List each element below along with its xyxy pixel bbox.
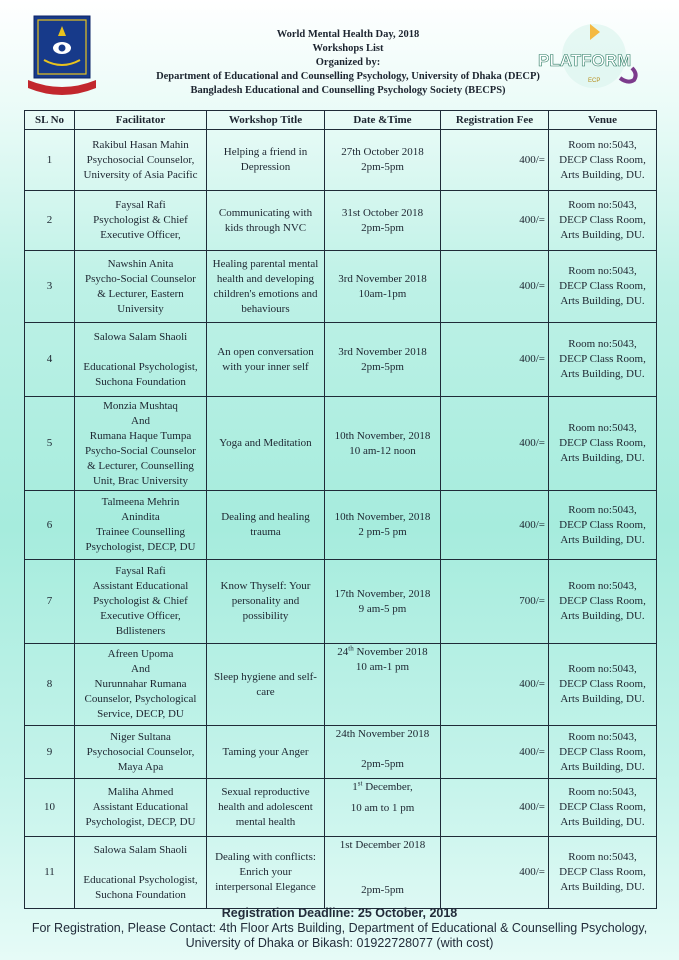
facilitator-line: Unit, Brac University bbox=[92, 474, 188, 487]
date-time-line: 9 am-5 pm bbox=[358, 602, 407, 615]
facilitator-cell bbox=[75, 726, 207, 779]
registration-fee: 400/= bbox=[519, 678, 545, 690]
date-time-line: 31st October 2018 bbox=[341, 206, 424, 219]
date-time-line: 2pm-5pm bbox=[361, 360, 404, 373]
time-line: 10 am to 1 pm bbox=[350, 802, 415, 814]
date-time-line: 10 am-12 noon bbox=[349, 444, 416, 457]
date-time-line: 10th November, 2018 bbox=[334, 429, 431, 442]
registration-fee-cell bbox=[441, 560, 549, 644]
table-row bbox=[25, 130, 657, 191]
platform-logo-text: PLATFORM bbox=[538, 51, 632, 70]
row-sl-number: 7 bbox=[46, 595, 53, 607]
date-time-cell bbox=[325, 779, 441, 837]
facilitator-line: Niger Sultana bbox=[110, 730, 171, 743]
date-time-cell bbox=[325, 491, 441, 560]
row-sl-number: 1 bbox=[46, 153, 53, 166]
facilitator-line: Faysal Rafi bbox=[115, 565, 166, 577]
venue-line: DECP Class Room, bbox=[559, 678, 646, 690]
facilitator-line: Psychologist & Chief bbox=[93, 595, 188, 607]
workshop-title-line: Depression bbox=[240, 161, 291, 173]
facilitator-line: Maya Apa bbox=[117, 760, 164, 773]
registration-fee: 400/= bbox=[519, 353, 545, 365]
facilitator-line: Suchona Foundation bbox=[95, 375, 186, 388]
date-time-line: 3rd November 2018 bbox=[338, 345, 427, 358]
facilitator-line: Salowa Salam Shaoli bbox=[93, 330, 188, 343]
footer bbox=[0, 906, 679, 951]
registration-fee: 400/= bbox=[519, 745, 545, 758]
workshop-title-cell bbox=[207, 491, 325, 560]
date-rest: November 2018 bbox=[353, 646, 428, 658]
venue-cell bbox=[549, 491, 657, 560]
facilitator-line: Rumana Haque Tumpa bbox=[89, 429, 192, 442]
facilitator-line: Maliha Ahmed bbox=[107, 786, 174, 798]
facilitator-line: Nawshin Anita bbox=[107, 257, 174, 270]
facilitator-line bbox=[78, 858, 203, 873]
workshop-title-cell bbox=[207, 726, 325, 779]
facilitator-line: Executive Officer, bbox=[100, 229, 181, 241]
date-time-line bbox=[328, 868, 437, 883]
date-time-line bbox=[328, 853, 437, 868]
row-sl-cell bbox=[25, 560, 75, 644]
contact-line-1: For Registration, Please Contact: 4th Floor Arts Building, Department of Educational & Counselling Psychology, bbox=[31, 921, 648, 935]
venue-cell bbox=[549, 397, 657, 491]
facilitator-line: Assistant Educational bbox=[92, 801, 189, 813]
venue-line: Room no:5043, bbox=[568, 786, 637, 798]
row-sl-number: 4 bbox=[46, 353, 53, 365]
table-row bbox=[25, 726, 657, 779]
venue-line: DECP Class Room, bbox=[559, 437, 646, 449]
workshop-title-line: personality and bbox=[231, 595, 300, 607]
venue-cell bbox=[549, 251, 657, 323]
workshop-title-cell bbox=[207, 644, 325, 726]
university-logo bbox=[26, 14, 98, 98]
table-row bbox=[25, 779, 657, 837]
facilitator-line: Psychologist & Chief bbox=[93, 214, 188, 226]
col-header-sl: SL No bbox=[25, 111, 75, 130]
date-time-line bbox=[328, 742, 437, 757]
venue-line: DECP Class Room, bbox=[559, 280, 646, 292]
workshop-title-line: possibility bbox=[242, 610, 289, 622]
registration-fee-cell bbox=[441, 491, 549, 560]
venue-line: DECP Class Room, bbox=[559, 214, 646, 226]
venue-line: Arts Building, DU. bbox=[560, 168, 645, 181]
workshop-title-cell bbox=[207, 837, 325, 909]
venue-line: Arts Building, DU. bbox=[560, 760, 645, 773]
workshop-title-line: Yoga and Meditation bbox=[219, 437, 312, 449]
date-time-line: 27th October 2018 bbox=[341, 146, 424, 158]
row-sl-cell bbox=[25, 837, 75, 909]
date-time-cell bbox=[325, 191, 441, 251]
workshop-title-line: children's emotions and bbox=[213, 287, 318, 300]
workshop-title-cell bbox=[207, 130, 325, 191]
table-row bbox=[25, 644, 657, 726]
row-sl-cell bbox=[25, 130, 75, 191]
venue-line: Arts Building, DU. bbox=[560, 368, 645, 380]
facilitator-line: And bbox=[131, 663, 150, 675]
venue-line: Arts Building, DU. bbox=[560, 610, 645, 622]
workshop-title-line: health and adolescent bbox=[218, 801, 313, 813]
facilitator-cell bbox=[75, 644, 207, 726]
facilitator-line: Executive Officer, bbox=[100, 610, 181, 622]
workshop-title-line: Sexual reproductive bbox=[221, 786, 310, 798]
row-sl-cell bbox=[25, 491, 75, 560]
facilitator-line: Psychosocial Counselor, bbox=[86, 745, 195, 758]
workshop-title-cell bbox=[207, 251, 325, 323]
list-title: Workshops List bbox=[312, 43, 384, 54]
venue-line: DECP Class Room, bbox=[559, 153, 646, 166]
facilitator-line: University bbox=[117, 302, 164, 315]
col-header-fee: Registration Fee bbox=[441, 111, 549, 130]
registration-fee: 400/= bbox=[519, 518, 545, 531]
facilitator-cell bbox=[75, 191, 207, 251]
row-sl-number: 3 bbox=[46, 280, 53, 292]
venue-line: Room no:5043, bbox=[568, 338, 637, 350]
facilitator-line: Bdlisteners bbox=[115, 625, 166, 637]
facilitator-line: Afreen Upoma bbox=[107, 648, 174, 660]
facilitator-cell bbox=[75, 837, 207, 909]
date-time-cell bbox=[325, 560, 441, 644]
registration-fee: 400/= bbox=[519, 866, 545, 878]
facilitator-cell bbox=[75, 323, 207, 397]
registration-fee-cell bbox=[441, 779, 549, 837]
venue-line: Arts Building, DU. bbox=[560, 881, 645, 893]
venue-line: Room no:5043, bbox=[568, 265, 637, 277]
col-header-venue: Venue bbox=[549, 111, 657, 130]
workshop-title-line: Communicating with bbox=[218, 206, 313, 219]
table-row bbox=[25, 323, 657, 397]
workshop-title-line: kids through NVC bbox=[224, 221, 307, 234]
workshop-title-cell bbox=[207, 191, 325, 251]
date-time-line: 10am-1pm bbox=[358, 287, 407, 300]
row-sl-cell bbox=[25, 397, 75, 491]
registration-fee: 400/= bbox=[519, 153, 545, 166]
facilitator-cell bbox=[75, 397, 207, 491]
facilitator-line: Psychosocial Counselor, bbox=[86, 153, 195, 166]
workshop-title-line: Dealing and healing bbox=[221, 511, 310, 523]
date-time-line: 1st December 2018 bbox=[339, 839, 426, 851]
workshop-title-line: Taming your Anger bbox=[222, 745, 309, 758]
date-time-line: 24th November 2018 bbox=[335, 728, 430, 740]
facilitator-cell bbox=[75, 779, 207, 837]
facilitator-line: Psycho-Social Counselor bbox=[85, 444, 196, 457]
registration-deadline: Registration Deadline: 25 October, 2018 bbox=[221, 906, 458, 920]
facilitator-line: Nurunnahar Rumana bbox=[94, 678, 187, 690]
facilitator-line bbox=[78, 345, 203, 360]
venue-line: Room no:5043, bbox=[568, 503, 637, 516]
date-time-line: 3rd November 2018 bbox=[338, 272, 427, 285]
venue-line: DECP Class Room, bbox=[559, 801, 646, 813]
workshop-title-line: Enrich your bbox=[239, 866, 292, 878]
venue-line: DECP Class Room, bbox=[559, 353, 646, 365]
facilitator-line: Faysal Rafi bbox=[115, 199, 166, 211]
date-day: 24 bbox=[337, 646, 349, 658]
venue-cell bbox=[549, 130, 657, 191]
table-row bbox=[25, 837, 657, 909]
date-time-cell bbox=[325, 130, 441, 191]
facilitator-line: Monzia Mushtaq bbox=[103, 399, 178, 412]
facilitator-line: & Lecturer, Eastern bbox=[97, 287, 184, 300]
row-sl-number: 6 bbox=[46, 518, 53, 531]
registration-fee: 400/= bbox=[519, 214, 545, 226]
date-time-line: 2 pm-5 pm bbox=[358, 526, 407, 538]
venue-cell bbox=[549, 644, 657, 726]
organizer-1: Department of Educational and Counselling Psychology, University of Dhaka (DECP) bbox=[156, 71, 540, 82]
platform-logo-sub: ECP bbox=[588, 78, 601, 84]
venue-line: Room no:5043, bbox=[568, 730, 637, 743]
venue-cell bbox=[549, 837, 657, 909]
row-sl-cell bbox=[25, 644, 75, 726]
date-rest: December, bbox=[362, 781, 413, 793]
organized-by-label: Organized by: bbox=[315, 57, 381, 68]
row-sl-cell bbox=[25, 191, 75, 251]
col-header-title: Workshop Title bbox=[207, 111, 325, 130]
row-sl-number: 5 bbox=[46, 437, 53, 449]
registration-fee-cell bbox=[441, 251, 549, 323]
workshop-title-line: behaviours bbox=[241, 302, 290, 315]
date-time-cell bbox=[325, 323, 441, 397]
row-sl-cell bbox=[25, 726, 75, 779]
row-sl-number: 11 bbox=[44, 866, 55, 878]
date-line bbox=[328, 780, 437, 795]
registration-fee-cell bbox=[441, 397, 549, 491]
row-sl-cell bbox=[25, 779, 75, 837]
date-day: 1 bbox=[352, 781, 358, 793]
registration-fee-cell bbox=[441, 130, 549, 191]
venue-line: Room no:5043, bbox=[568, 422, 637, 434]
date-time-cell bbox=[325, 837, 441, 909]
venue-line: Room no:5043, bbox=[568, 199, 637, 211]
date-time-cell bbox=[325, 726, 441, 779]
event-title: World Mental Health Day, 2018 bbox=[276, 29, 420, 40]
registration-fee-cell bbox=[441, 644, 549, 726]
facilitator-line: Assistant Educational bbox=[92, 580, 189, 592]
row-sl-number: 2 bbox=[46, 214, 53, 226]
facilitator-line: And bbox=[131, 414, 150, 427]
venue-cell bbox=[549, 323, 657, 397]
workshop-title-line: An open conversation bbox=[217, 345, 314, 358]
row-sl-number: 10 bbox=[44, 801, 55, 813]
time-line: 10 am-1 pm bbox=[355, 661, 410, 673]
workshop-title-line: trauma bbox=[250, 526, 281, 538]
venue-cell bbox=[549, 779, 657, 837]
venue-line: DECP Class Room, bbox=[559, 866, 646, 878]
venue-cell bbox=[549, 726, 657, 779]
workshop-title-line: mental health bbox=[235, 816, 296, 828]
date-time-line: 2pm-5pm bbox=[361, 161, 404, 173]
workshop-title-line: Know Thyself: Your bbox=[220, 580, 311, 592]
date-ordinal: th bbox=[348, 644, 354, 653]
col-header-facilitator: Facilitator bbox=[75, 111, 207, 130]
workshop-title-line: health and developing bbox=[216, 272, 315, 285]
venue-line: Arts Building, DU. bbox=[560, 816, 645, 828]
venue-cell bbox=[549, 560, 657, 644]
date-time-line: 2pm-5pm bbox=[361, 758, 404, 770]
registration-fee: 400/= bbox=[519, 280, 545, 292]
workshop-title-line: Healing parental mental bbox=[212, 257, 319, 270]
col-header-date: Date &Time bbox=[325, 111, 441, 130]
facilitator-cell bbox=[75, 251, 207, 323]
facilitator-cell bbox=[75, 560, 207, 644]
date-time-line: 10th November, 2018 bbox=[334, 511, 431, 523]
registration-fee-cell bbox=[441, 837, 549, 909]
workshops-table bbox=[24, 110, 657, 909]
table-row bbox=[25, 251, 657, 323]
table-row bbox=[25, 191, 657, 251]
facilitator-line: Salowa Salam Shaoli bbox=[93, 843, 188, 856]
contact-line-2: University of Dhaka or Bikash: 01922728077 (with cost) bbox=[185, 936, 494, 950]
facilitator-line: Suchona Foundation bbox=[95, 888, 186, 901]
workshop-title-cell bbox=[207, 323, 325, 397]
venue-line: DECP Class Room, bbox=[559, 595, 646, 607]
organizer-2: Bangladesh Educational and Counselling Psychology Society (BECPS) bbox=[190, 85, 506, 96]
facilitator-line: & Lecturer, Counselling bbox=[87, 459, 194, 472]
venue-line: Room no:5043, bbox=[568, 851, 637, 863]
venue-line: DECP Class Room, bbox=[559, 745, 646, 758]
date-ordinal: st bbox=[357, 779, 363, 788]
registration-fee-cell bbox=[441, 191, 549, 251]
table-row bbox=[25, 491, 657, 560]
date-time-cell bbox=[325, 251, 441, 323]
row-sl-cell bbox=[25, 323, 75, 397]
table-row bbox=[25, 397, 657, 491]
date-line bbox=[328, 645, 437, 660]
workshop-title-cell bbox=[207, 560, 325, 644]
registration-fee-cell bbox=[441, 323, 549, 397]
date-time-line: 17th November, 2018 bbox=[334, 587, 431, 600]
row-sl-number: 9 bbox=[46, 745, 53, 758]
table-header-row bbox=[25, 111, 657, 130]
facilitator-cell bbox=[75, 491, 207, 560]
venue-line: Arts Building, DU. bbox=[560, 229, 645, 241]
row-sl-cell bbox=[25, 251, 75, 323]
facilitator-line: Psycho-Social Counselor bbox=[85, 272, 196, 285]
venue-line: Arts Building, DU. bbox=[560, 693, 645, 705]
workshop-title-cell bbox=[207, 779, 325, 837]
registration-fee-cell bbox=[441, 726, 549, 779]
facilitator-line: Service, DECP, DU bbox=[97, 708, 184, 720]
facilitator-line: Counselor, Psychological bbox=[84, 693, 197, 705]
venue-line: Arts Building, DU. bbox=[560, 295, 645, 307]
venue-line: Arts Building, DU. bbox=[560, 533, 645, 546]
registration-fee: 400/= bbox=[519, 437, 545, 449]
facilitator-line: Talmeena Mehrin bbox=[101, 496, 180, 508]
workshop-title-line: interpersonal Elegance bbox=[215, 881, 316, 893]
date-time-line: 2pm-5pm bbox=[361, 221, 404, 234]
venue-line: Room no:5043, bbox=[568, 580, 637, 592]
workshop-title-line: Sleep hygiene and self- bbox=[214, 670, 317, 683]
venue-line: Room no:5043, bbox=[568, 663, 637, 675]
facilitator-line: Rakibul Hasan Mahin bbox=[92, 138, 189, 151]
document-header bbox=[118, 28, 578, 98]
venue-cell bbox=[549, 191, 657, 251]
venue-line: DECP Class Room, bbox=[559, 518, 646, 531]
workshop-title-cell bbox=[207, 397, 325, 491]
facilitator-cell bbox=[75, 130, 207, 191]
table-row bbox=[25, 560, 657, 644]
workshop-title-line: care bbox=[256, 685, 275, 698]
row-sl-number: 8 bbox=[46, 678, 53, 690]
facilitator-line: Anindita bbox=[121, 511, 160, 523]
facilitator-line: Trainee Counselling bbox=[95, 526, 186, 538]
facilitator-line: Educational Psychologist, bbox=[83, 360, 198, 373]
venue-line: Room no:5043, bbox=[568, 138, 637, 151]
facilitator-line: Psychologist, DECP, DU bbox=[85, 541, 196, 553]
workshop-title-line: with your inner self bbox=[222, 360, 309, 373]
date-time-cell bbox=[325, 397, 441, 491]
date-time-line: 2pm-5pm bbox=[361, 884, 404, 896]
facilitator-line: Psychologist, DECP, DU bbox=[85, 816, 196, 828]
venue-line: Arts Building, DU. bbox=[560, 452, 645, 464]
facilitator-line: Educational Psychologist, bbox=[83, 873, 198, 886]
workshop-title-line: Helping a friend in bbox=[223, 146, 308, 158]
registration-fee: 400/= bbox=[519, 801, 545, 813]
workshop-title-line: Dealing with conflicts: bbox=[215, 851, 316, 863]
facilitator-line: University of Asia Pacific bbox=[83, 168, 198, 181]
date-time-cell bbox=[325, 644, 441, 726]
registration-fee: 700/= bbox=[519, 595, 545, 607]
